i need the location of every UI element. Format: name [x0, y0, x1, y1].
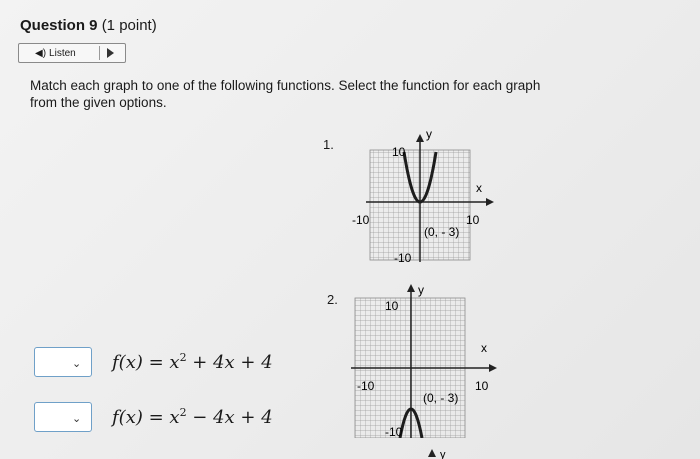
option-row-2	[34, 402, 273, 432]
graph-1-tick-right: 10	[466, 213, 480, 227]
question-title	[20, 17, 157, 34]
graph-2-tick-right: 10	[475, 379, 489, 393]
option-1-dropdown[interactable]	[34, 347, 92, 377]
play-icon[interactable]	[107, 48, 114, 58]
listen-label: Listen	[49, 47, 76, 59]
chevron-down-icon: ⌄	[72, 358, 82, 370]
graph-2-x-label: x	[481, 341, 487, 355]
graph-2-y-arrow	[407, 284, 415, 292]
option-2-base: x	[169, 407, 180, 428]
option-1-base: x	[169, 352, 180, 373]
graph-1-vertex-label: (0, - 3)	[424, 225, 460, 239]
graph-2-y-label: y	[418, 283, 424, 297]
graph-1-tick-left: -10	[352, 213, 370, 227]
option-1-equation: $f(x) = x^2 + 4x + 4$	[112, 351, 273, 373]
option-1-f: f	[112, 352, 119, 373]
listen-button[interactable]	[18, 43, 126, 63]
graph-2-tick-top: 10	[385, 299, 399, 313]
chevron-down-icon: ⌄	[72, 413, 82, 425]
graph-2-tick-bottom: -10	[385, 425, 403, 438]
question-points: (1 point)	[101, 17, 157, 34]
graph-2-x-arrow	[489, 364, 497, 372]
option-1-x: x	[125, 352, 136, 373]
graph-2-number: 2.	[327, 292, 338, 307]
option-1-rest: + 4x + 4	[186, 352, 273, 373]
graph-3-y-arrow	[428, 449, 436, 457]
option-2-rest: − 4x + 4	[186, 407, 273, 428]
speaker-icon: ◀)	[35, 47, 47, 59]
graph-1-y-arrow	[416, 134, 424, 142]
graph-1-number: 1.	[323, 137, 334, 152]
option-2-equation: $f(x) = x^2 - 4x + 4$	[112, 406, 273, 428]
option-2-dropdown[interactable]	[34, 402, 92, 432]
graph-1-y-label: y	[426, 127, 432, 141]
option-1-exp: 2	[179, 351, 187, 364]
graph-1	[348, 122, 508, 267]
graph-2	[345, 280, 505, 438]
graph-1-x-label: x	[476, 181, 482, 195]
option-2-f: f	[112, 407, 119, 428]
graph-3-y-label: y	[440, 449, 446, 459]
graph-1-tick-bottom: -10	[394, 251, 412, 265]
graph-2-tick-left: -10	[357, 379, 375, 393]
graph-2-vertex-label: (0, - 3)	[423, 391, 459, 405]
listen-divider	[99, 46, 100, 60]
option-2-exp: 2	[179, 406, 187, 419]
instructions: Match each graph to one of the following functions. Select the function for each graph from the given options.	[30, 78, 541, 110]
graph-1-x-arrow	[486, 198, 494, 206]
question-number: Question 9	[20, 17, 98, 34]
option-row-1	[34, 347, 273, 377]
option-2-x: x	[125, 407, 136, 428]
graph-3-partial	[420, 444, 460, 459]
graph-1-tick-top: 10	[392, 145, 406, 159]
